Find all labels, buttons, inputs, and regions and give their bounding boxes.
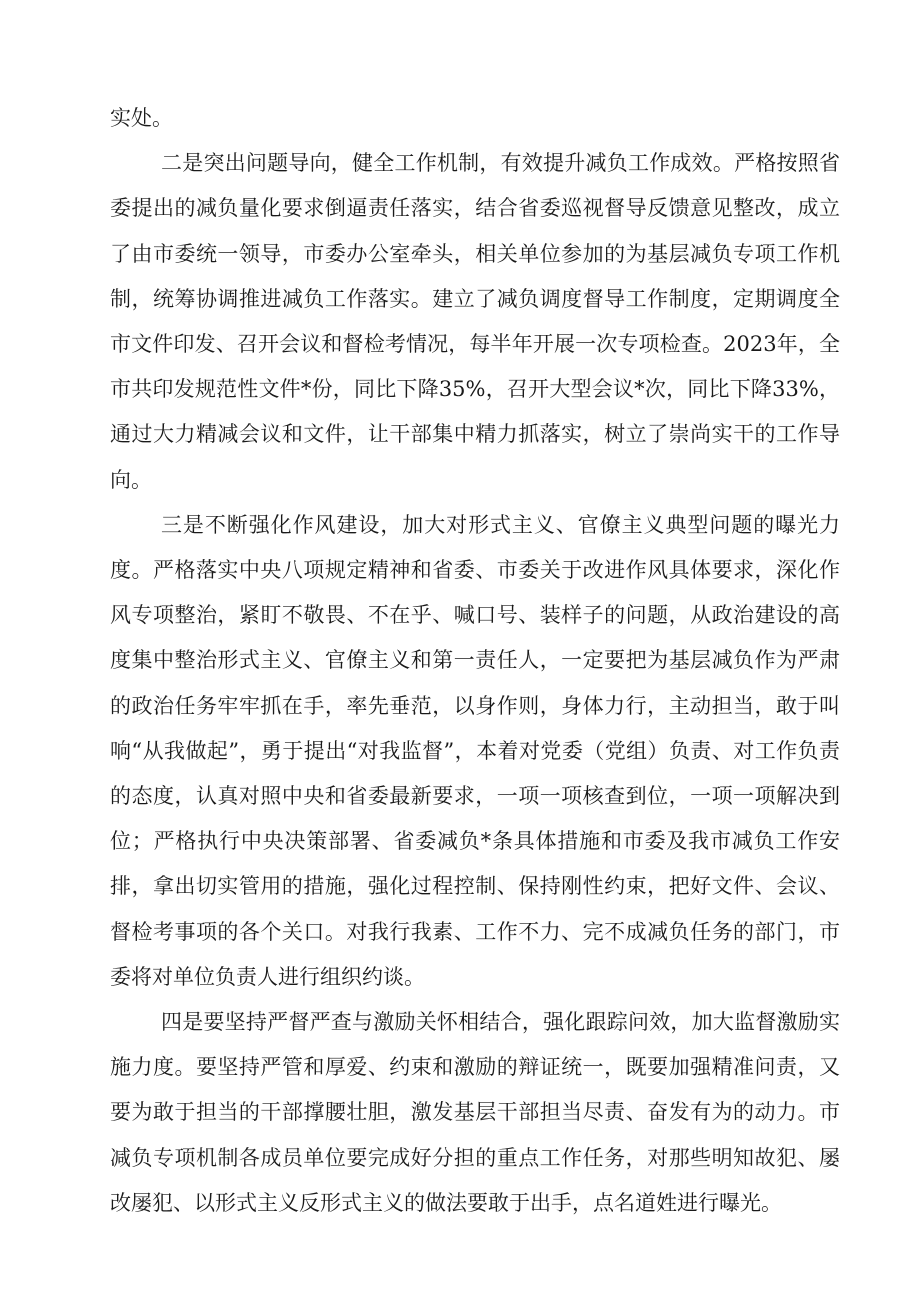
paragraph-continuation: 实处。 [110,106,173,130]
document-page [110,96,840,1226]
paragraph-supervision-incentive: 四是要坚持严督严查与激励关怀相结合，强化跟踪问效，加大监督激励实施力度。要坚持严管和厚爱、约束和激励的辩证统一，既要加强精准问责，又要为敢于担当的干部撑腰壮胆，激发基层干部担当尽责、奋发有为的动力。市减负专项机制各成员单位要完成好分担的重点工作任务，对那些明知故犯、屡改屡犯、以形式主义反形式主义的做法要敢于出手，点名道姓进行曝光。 [110,1010,840,1215]
paragraph-problem-orientation: 二是突出问题导向，健全工作机制，有效提升减负工作成效。严格按照省委提出的减负量化要求倒逼责任落实，结合省委巡视督导反馈意见整改，成立了由市委统一领导，市委办公室牵头，相关单位参加的为基层减负专项工作机制，统筹协调推进减负工作落实。建立了减负调度督导工作制度，定期调度全市文件印发、召开会议和督检考情况，每半年开展一次专项检查。2023年，全市共印发规范性文件*份，同比下降35%，召开大型会议*次，同比下降33%，通过大力精减会议和文件，让干部集中精力抓落实，树立了崇尚实干的工作导向。 [110,151,840,492]
paragraph-work-style: 三是不断强化作风建设，加大对形式主义、官僚主义典型问题的曝光力度。严格落实中央八项规定精神和省委、市委关于改进作风具体要求，深化作风专项整治，紧盯不敬畏、不在乎、喊口号、装样子的问题，从政治建设的高度集中整治形式主义、官僚主义和第一责任人，一定要把为基层减负作为严肃的政治任务牢牢抓在手，率先垂范，以身作则，身体力行，主动担当，敢于叫响“从我做起”，勇于提出“对我监督”，本着对党委（党组）负责、对工作负责的态度，认真对照中央和省委最新要求，一项一项核查到位，一项一项解决到位；严格执行中央决策部署、省委减负*条具体措施和市委及我市减负工作安排，拿出切实管用的措施，强化过程控制、保持刚性约束，把好文件、会议、督检考事项的各个关口。对我行我素、工作不力、完不成减负任务的部门，市委将对单位负责人进行组织约谈。 [110,512,840,989]
